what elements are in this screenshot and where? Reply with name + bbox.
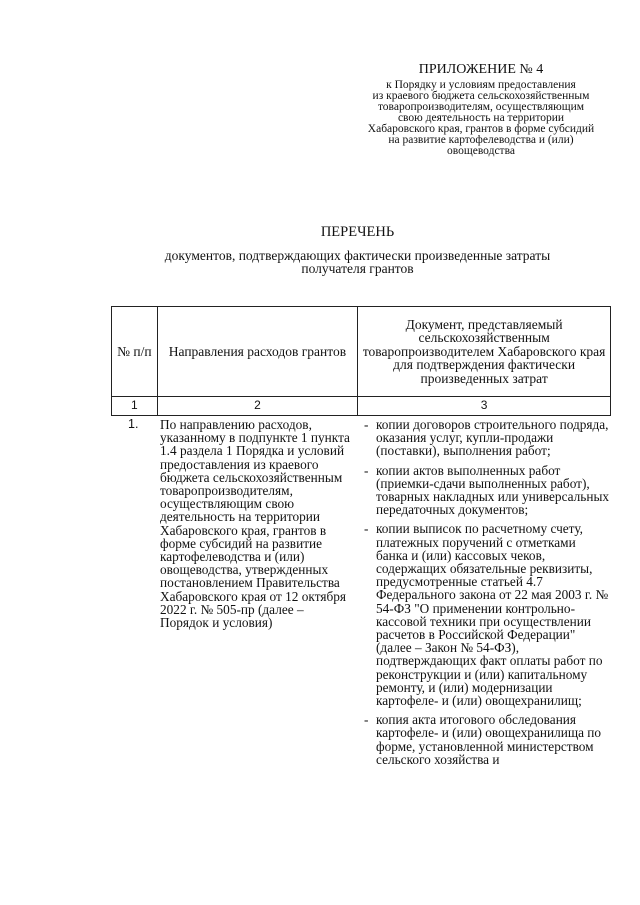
header-direction: Направления расходов грантов bbox=[157, 307, 358, 397]
header-number: № п/п bbox=[112, 307, 158, 397]
appendix-block bbox=[350, 62, 612, 157]
appendix-line: из краевого бюджета сельскохозяйственным bbox=[372, 90, 590, 102]
row-number: 1. bbox=[128, 417, 139, 431]
document-item bbox=[364, 418, 610, 458]
document-item bbox=[364, 464, 610, 517]
table-header-row bbox=[112, 307, 611, 397]
appendix-title: ПРИЛОЖЕНИЕ № 4 bbox=[418, 62, 544, 77]
column-index-row bbox=[112, 397, 611, 416]
dash-marker: - bbox=[364, 521, 369, 537]
appendix-line: овощеводства bbox=[447, 145, 515, 157]
document-text: копия акта итогового обследования картофеле- и (или) овощехранилища по форме, установленной министерством сельского хозяйства и bbox=[376, 712, 602, 767]
document-title: ПЕРЕЧЕНЬ bbox=[320, 224, 395, 240]
header-document: Документ, представляемый сельскохозяйственным товаропроизводителем Хабаровского края для подтверждения фактически произведенных затрат bbox=[358, 307, 611, 397]
appendix-line: к Порядку и условиям предоставления bbox=[386, 79, 576, 91]
row-documents bbox=[364, 418, 610, 772]
appendix-line: Хабаровского края, грантов в форме субсидий bbox=[367, 123, 595, 135]
row-direction: По направлению расходов, указанному в подпункте 1 пункта 1.4 раздела 1 Порядка и условий предоставления из краевого бюджета сельскохозяйственным товаропроизводителям, осуществляющим свою деятельность на территории Хабаровского края, грантов в форме субсидий на развитие картофелеводства и (или) овощеводства, утвержденных постановлением Правительства Хабаровского края от 12 октября 2022 г. № 505-пр (далее – Порядок и условия) bbox=[160, 417, 350, 631]
appendix-line: свою деятельность на территории bbox=[397, 112, 565, 124]
document-item bbox=[364, 522, 610, 707]
appendix-line: товаропроизводителям, осуществляющим bbox=[377, 101, 585, 113]
dash-marker: - bbox=[364, 417, 369, 432]
document-text: копии выписок по расчетному счету, платежных поручений с отметками банка и (или) кассовых чеков, содержащих обязательные реквизиты, предусмотренные статьей 4.7 Федерального закона от 22 мая 2003 г. № 54-ФЗ "О применении контрольно-кассовой техники при осуществлении расчетов в Российской Федерации" (далее – Закон № 54-ФЗ), подтверждающих факт оплаты работ по реконструкции и (или) капитальному ремонту, и (или) модернизации картофеле- и (или) овощехранилищ; bbox=[376, 521, 609, 709]
documents-table bbox=[111, 306, 611, 416]
document-subtitle: документов, подтверждающих фактически произведенные затраты получателя грантов bbox=[164, 248, 551, 276]
document-text: копии актов выполненных работ (приемки-сдачи выполненных работ), товарных накладных или универсальных передаточных документов; bbox=[376, 462, 610, 518]
dash-marker: - bbox=[364, 462, 369, 478]
column-index: 1 bbox=[112, 397, 158, 416]
document-item bbox=[364, 713, 610, 766]
dash-marker: - bbox=[364, 712, 369, 728]
column-index: 2 bbox=[157, 397, 358, 416]
appendix-line: на развитие картофелеводства и (или) bbox=[388, 134, 574, 146]
document-heading bbox=[110, 224, 605, 275]
column-index: 3 bbox=[358, 397, 611, 416]
document-text: копии договоров строительного подряда, оказания услуг, купли-продажи (поставки), выполнения работ; bbox=[376, 417, 609, 459]
